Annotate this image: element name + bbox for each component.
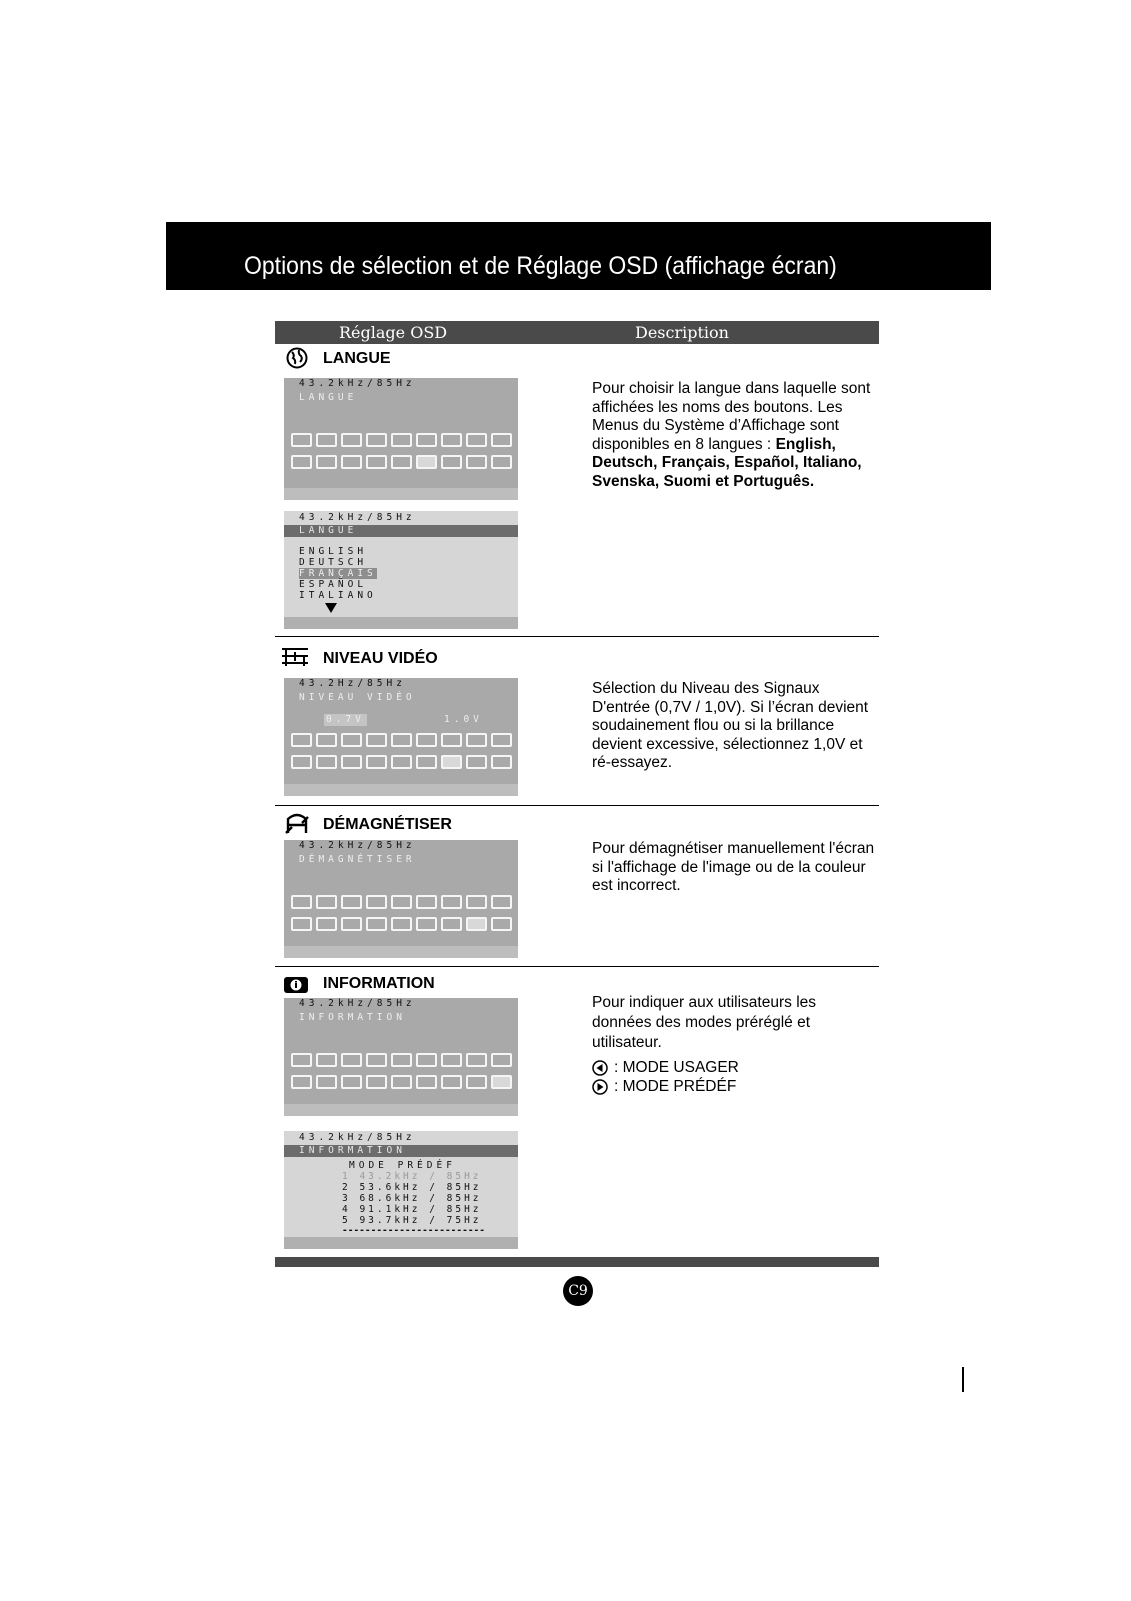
trapezoid-icon [416, 895, 437, 909]
video-level-icon-selected [441, 755, 462, 769]
v-position-icon [391, 1053, 412, 1067]
column-header-osd: Réglage OSD [339, 323, 448, 342]
parallelogram-icon [291, 1075, 312, 1089]
pincushion-icon [391, 895, 412, 909]
osd-icon-row-2 [291, 917, 512, 931]
screen-size-icon [291, 895, 312, 909]
language-list [299, 546, 377, 601]
osd-footer-bar [284, 1237, 518, 1249]
preset-mode-item: 1 43.2kHz / 85Hz [342, 1171, 482, 1182]
osd-frequency: 43.2kHz/85Hz [299, 840, 416, 851]
description-languages: English, Deutsch, Français, Español, Italiano, Svenska, Suomi et Português. [592, 435, 862, 490]
osd-screen-langue-list [284, 511, 518, 629]
preset-mode-item: 4 91.1kHz / 85Hz [342, 1204, 482, 1215]
information-icon [491, 755, 512, 769]
purity-icon [316, 917, 337, 931]
v-position-icon [341, 433, 362, 447]
trapezoid-icon [466, 1053, 487, 1067]
moire-icon [291, 917, 312, 931]
osd-icon-row-2 [291, 455, 512, 469]
description-text: Pour choisir la langue dans laquelle sont affichées les noms des boutons. Les Menus du Système d’Affichage sont disponibles en 8 langues : [592, 380, 871, 453]
tilt-icon [491, 433, 512, 447]
osd-frequency: 43.2Hz/85Hz [299, 678, 406, 689]
degauss-icon-selected [466, 917, 487, 931]
scroll-down-arrow-icon[interactable] [325, 603, 337, 613]
description-information: Pour indiquer aux utilisateurs les données des modes préréglé et utilisateur. [592, 994, 817, 1051]
purity-icon [366, 1075, 387, 1089]
osd-footer-bar [284, 617, 518, 629]
pin-balance-icon [441, 733, 462, 747]
trapezoid-icon [416, 433, 437, 447]
osd-icon-row-1 [291, 1053, 512, 1067]
language-icon-selected [416, 455, 437, 469]
pincushion-icon [391, 733, 412, 747]
tilt-icon [491, 733, 512, 747]
parallelogram-icon [466, 895, 487, 909]
section-title-niveau-video: NIVEAU VIDÉO [323, 650, 438, 667]
preset-mode-dashes: ------------------------- [342, 1225, 485, 1236]
osd-menu-label: INFORMATION [299, 1012, 406, 1023]
video-level-icon [441, 455, 462, 469]
osd-frequency: 43.2kHz/85Hz [299, 512, 416, 523]
globe-icon [366, 755, 387, 769]
v-size-icon [416, 1053, 437, 1067]
trapezoid-icon [416, 733, 437, 747]
contrast-icon [291, 1053, 312, 1067]
globe-icon [284, 347, 310, 369]
page-title: Options de sélection et de Réglage OSD (affichage écran) [244, 252, 837, 280]
language-option[interactable]: ITALIANO [299, 590, 377, 601]
section-divider [275, 636, 879, 637]
pin-balance-icon [441, 895, 462, 909]
osd-screen-niveau-video [284, 678, 518, 796]
v-size-icon [366, 433, 387, 447]
language-icon [416, 917, 437, 931]
globe-icon [391, 1075, 412, 1089]
table-header [275, 321, 879, 344]
moire-icon [291, 455, 312, 469]
description-langue [592, 380, 877, 491]
preset-mode-list-title: MODE PRÉDÉF [349, 1160, 456, 1171]
osd-frequency: 43.2kHz/85Hz [299, 1132, 416, 1143]
h-size-icon [366, 1053, 387, 1067]
legend-mode-usager-label: : MODE USAGER [614, 1059, 739, 1076]
moire-icon [291, 755, 312, 769]
pincushion-icon [441, 1053, 462, 1067]
right-arrow-button-icon [592, 1079, 608, 1095]
osd-screen-information-list [284, 1131, 518, 1249]
information-icon [491, 917, 512, 931]
preset-mode-item: 5 93.7kHz / 75Hz [342, 1215, 482, 1226]
language-option-selected[interactable]: FRANÇAIS [299, 568, 377, 579]
section-title-langue: LANGUE [323, 350, 391, 367]
option-0-7v-selected[interactable]: 0.7V [326, 714, 365, 725]
osd-footer-bar [284, 1104, 518, 1116]
information-icon [283, 974, 309, 996]
v-size-icon [366, 733, 387, 747]
pin-balance-icon [441, 433, 462, 447]
section-title-information: INFORMATION [323, 975, 435, 992]
convergence-icon [391, 455, 412, 469]
left-arrow-button-icon [592, 1060, 608, 1076]
brightness-icon [316, 1053, 337, 1067]
page-header-banner [166, 222, 991, 290]
screen-size-icon [291, 433, 312, 447]
screen-size-icon [341, 1053, 362, 1067]
information-icon-selected [491, 1075, 512, 1089]
pin-balance-icon [491, 1053, 512, 1067]
parallelogram-icon [466, 733, 487, 747]
language-icon [416, 755, 437, 769]
degauss-icon [466, 1075, 487, 1089]
degauss-icon [284, 813, 310, 835]
osd-menu-label: INFORMATION [284, 1145, 518, 1157]
osd-screen-information-icons [284, 998, 518, 1116]
convergence-icon [416, 1075, 437, 1089]
legend-mode-predef [592, 1078, 739, 1097]
osd-footer-bar [284, 946, 518, 958]
column-header-description: Description [635, 323, 729, 342]
osd-screen-langue-icons [284, 378, 518, 500]
h-size-icon [316, 895, 337, 909]
osd-frequency: 43.2kHz/85Hz [299, 378, 416, 389]
mode-legend [592, 1059, 739, 1096]
osd-menu-label: DÉMAGNÉTISER [299, 854, 416, 865]
color-icon [341, 917, 362, 931]
purity-icon [316, 755, 337, 769]
video-level-icon [441, 917, 462, 931]
preset-mode-item: 2 53.6kHz / 85Hz [342, 1182, 482, 1193]
h-size-icon [316, 433, 337, 447]
osd-screen-demagnetiser [284, 840, 518, 958]
option-1-0v[interactable]: 1.0V [444, 714, 483, 725]
table-bottom-bar [275, 1257, 879, 1267]
description-demagnetiser: Pour démagnétiser manuellement l'écran si l'affichage de l'image ou de la couleur est incorrect. [592, 840, 875, 894]
v-position-icon [341, 895, 362, 909]
osd-icon-row-2 [291, 755, 512, 769]
language-option[interactable]: ENGLISH [299, 546, 368, 557]
language-option[interactable]: DEUTSCH [299, 557, 368, 568]
h-size-icon [316, 733, 337, 747]
language-icon [441, 1075, 462, 1089]
description-niveau-video: Sélection du Niveau des Signaux D'entrée (0,7V / 1,0V). Si l’écran devient soudainement flou ou si la brillance devient excessive, sélectionnez 1,0V et ré-essayez. [592, 680, 869, 771]
section-title-demagnetiser: DÉMAGNÉTISER [323, 816, 452, 833]
purity-icon [316, 455, 337, 469]
pincushion-icon [391, 433, 412, 447]
osd-menu-label: LANGUE [284, 525, 518, 537]
preset-mode-item: 3 68.6kHz / 85Hz [342, 1193, 482, 1204]
osd-menu-label: LANGUE [299, 392, 358, 403]
osd-icon-row-1 [291, 733, 512, 747]
osd-menu-label: NIVEAU VIDÉO [299, 692, 416, 703]
moire-icon [341, 1075, 362, 1089]
osd-icon-row-2 [291, 1075, 512, 1089]
tilt-icon [491, 895, 512, 909]
legend-mode-usager [592, 1059, 739, 1078]
language-option[interactable]: ESPAÑOL [299, 579, 368, 590]
osd-footer-bar [284, 784, 518, 796]
globe-icon [366, 917, 387, 931]
convergence-icon [391, 755, 412, 769]
information-icon [491, 455, 512, 469]
osd-icon-row-1 [291, 433, 512, 447]
video-level-icon [280, 646, 310, 668]
degauss-icon [466, 455, 487, 469]
legend-mode-predef-label: : MODE PRÉDÉF [614, 1077, 737, 1095]
v-position-icon [341, 733, 362, 747]
screen-size-icon [291, 733, 312, 747]
tilt-icon [316, 1075, 337, 1089]
margin-mark [962, 1367, 964, 1392]
color-icon [341, 755, 362, 769]
globe-icon [366, 455, 387, 469]
v-size-icon [366, 895, 387, 909]
osd-frequency: 43.2kHz/85Hz [299, 998, 416, 1009]
convergence-icon [391, 917, 412, 931]
section-divider [275, 805, 879, 806]
section-divider [275, 966, 879, 967]
osd-icon-row-1 [291, 895, 512, 909]
page-number: C9 [563, 1276, 593, 1306]
color-icon [341, 455, 362, 469]
degauss-icon [466, 755, 487, 769]
osd-footer-bar [284, 488, 518, 500]
preset-mode-list [342, 1171, 485, 1235]
parallelogram-icon [466, 433, 487, 447]
